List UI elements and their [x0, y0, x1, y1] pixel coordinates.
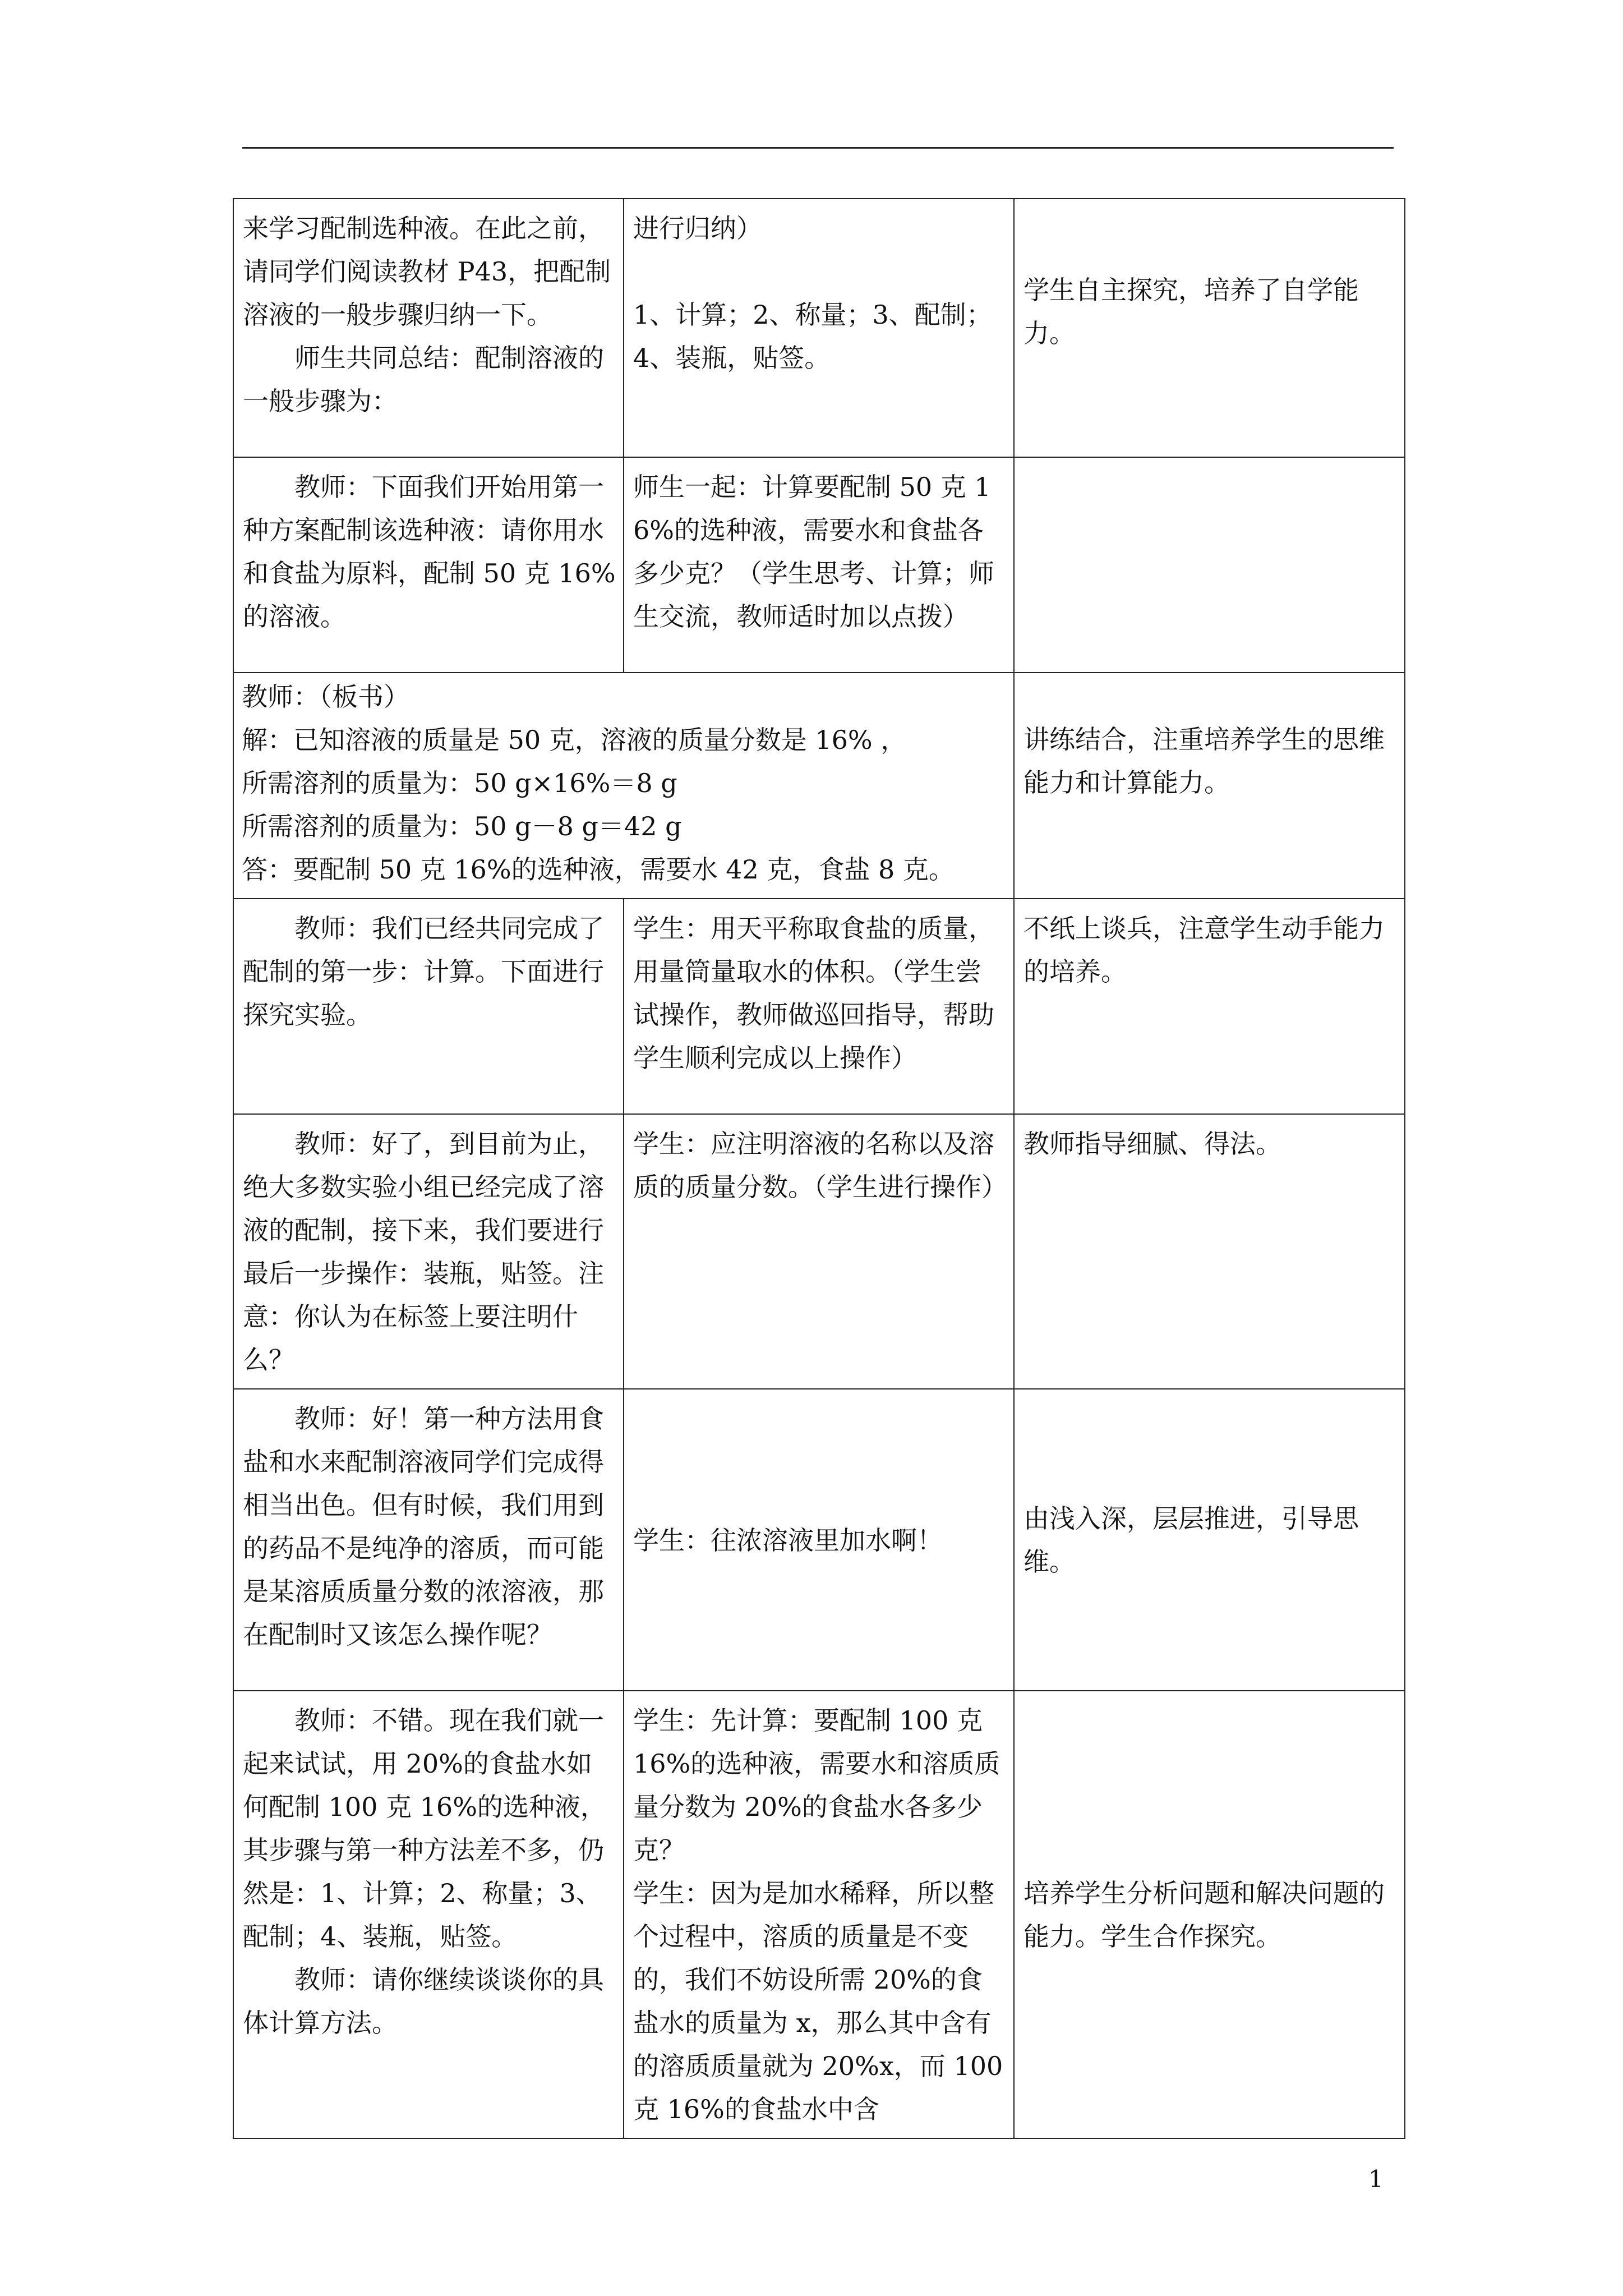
lesson-plan-table: [233, 198, 1405, 2139]
design-text: 由浅入深，层层推进，引导思维。: [1023, 1503, 1359, 1577]
design-intent-cell: [1014, 457, 1405, 673]
teacher-activity-cell: [233, 1389, 624, 1691]
design-intent-cell: [1014, 673, 1405, 899]
design-text: 学生自主探究，培养了自学能力。: [1023, 274, 1359, 348]
teacher-activity-cell: [233, 1114, 624, 1389]
student-activity-cell: [624, 199, 1014, 457]
design-text: 不纸上谈兵，注意学生动手能力的培养。: [1023, 913, 1385, 987]
teacher-text: 教师：请你继续谈谈你的具体计算方法。: [243, 1964, 604, 2038]
student-text: 学生：因为是加水稀释，所以整个过程中，溶质的质量是不变的，我们不妨设所需 20%的食盐水的质量为 x，那么其中含有的溶质质量就为 20%x，而 100 克 16%的食盐水中含: [633, 1878, 1003, 2124]
student-text: 学生：应注明溶液的名称以及溶质的质量分数。（学生进行操作）: [633, 1129, 1007, 1202]
student-text: 进行归纳）: [633, 213, 762, 243]
table-row: [233, 199, 1405, 457]
table-row: [233, 1114, 1405, 1389]
student-text: 师生一起：计算要配制 50 克 16%的选种液，需要水和食盐各多少克？（学生思考、计算；师生交流，教师适时加以点拨）: [633, 472, 994, 632]
table-row: [233, 1389, 1405, 1691]
student-activity-cell: [624, 899, 1014, 1114]
table-row: [233, 457, 1405, 673]
design-intent-cell: [1014, 899, 1405, 1114]
student-activity-cell: [624, 1389, 1014, 1691]
teacher-activity-cell: [233, 1691, 624, 2138]
teacher-text: 教师：下面我们开始用第一种方案配制该选种液：请你用水和食盐为原料，配制 50 克 16%的溶液。: [243, 472, 616, 632]
page-number: 1: [1368, 2165, 1384, 2193]
student-activity-cell: [624, 457, 1014, 673]
design-text: 讲练结合，注重培养学生的思维能力和计算能力。: [1023, 724, 1385, 798]
board-text: 所需溶剂的质量为：50 g×16%＝8 g: [242, 768, 677, 798]
design-intent-cell: [1014, 1691, 1405, 2138]
board-text: 解：已知溶液的质量是 50 克，溶液的质量分数是 16% ，: [242, 725, 907, 755]
teacher-text: 教师：好！第一种方法用食盐和水来配制溶液同学们完成得相当出色。但有时候，我们用到的药品不是纯净的溶质，而可能是某溶质质量分数的浓溶液，那在配制时又该怎么操作呢？: [243, 1404, 604, 1650]
teacher-text: 师生共同总结：配制溶液的一般步骤为：: [243, 343, 604, 416]
table-row: [233, 673, 1405, 899]
student-activity-cell: [624, 1691, 1014, 2138]
table-row: [233, 899, 1405, 1114]
student-text: 1、计算；2、称量；3、配制；4、装瓶，贴签。: [633, 300, 992, 373]
header-rule: [242, 147, 1394, 149]
teacher-text: 来学习配制选种液。在此之前，请同学们阅读教材 P43，把配制溶液的一般步骤归纳一下。: [243, 213, 611, 330]
student-text: 学生：用天平称取食盐的质量，用量筒量取水的体积。（学生尝试操作，教师做巡回指导，帮助学生顺利完成以上操作）: [633, 913, 994, 1073]
table-row: [233, 1691, 1405, 2138]
board-text: 所需溶剂的质量为：50 g－8 g＝42 g: [242, 811, 682, 841]
student-text: 学生：先计算：要配制 100 克 16%的选种液，需要水和溶质质量分数为 20%的食盐水各多少克？: [633, 1705, 1000, 1865]
design-intent-cell: [1014, 1114, 1405, 1389]
teacher-text: 教师：不错。现在我们就一起来试试，用 20%的食盐水如何配制 100 克 16%的选种液，其步骤与第一种方法差不多，仍然是：1、计算；2、称量；3、配制；4、装瓶，贴签。: [243, 1705, 606, 1952]
design-intent-cell: [1014, 199, 1405, 457]
teacher-text: 教师：我们已经共同完成了配制的第一步：计算。下面进行探究实验。: [243, 913, 604, 1030]
design-text: 培养学生分析问题和解决问题的能力。学生合作探究。: [1023, 1878, 1385, 1952]
board-writing-cell: [233, 673, 1014, 899]
student-text: 学生：往浓溶液里加水啊！: [633, 1525, 943, 1556]
board-text: 答：要配制 50 克 16%的选种液，需要水 42 克，食盐 8 克。: [242, 854, 955, 885]
student-activity-cell: [624, 1114, 1014, 1389]
board-text: 教师：（板书）: [242, 682, 409, 712]
teacher-text: 教师：好了，到目前为止，绝大多数实验小组已经完成了溶液的配制，接下来，我们要进行最后一步操作：装瓶，贴签。注意：你认为在标签上要注明什么？: [243, 1129, 604, 1375]
design-text: 教师指导细腻、得法。: [1023, 1129, 1281, 1159]
teacher-activity-cell: [233, 199, 624, 457]
design-intent-cell: [1014, 1389, 1405, 1691]
teacher-activity-cell: [233, 457, 624, 673]
teacher-activity-cell: [233, 899, 624, 1114]
